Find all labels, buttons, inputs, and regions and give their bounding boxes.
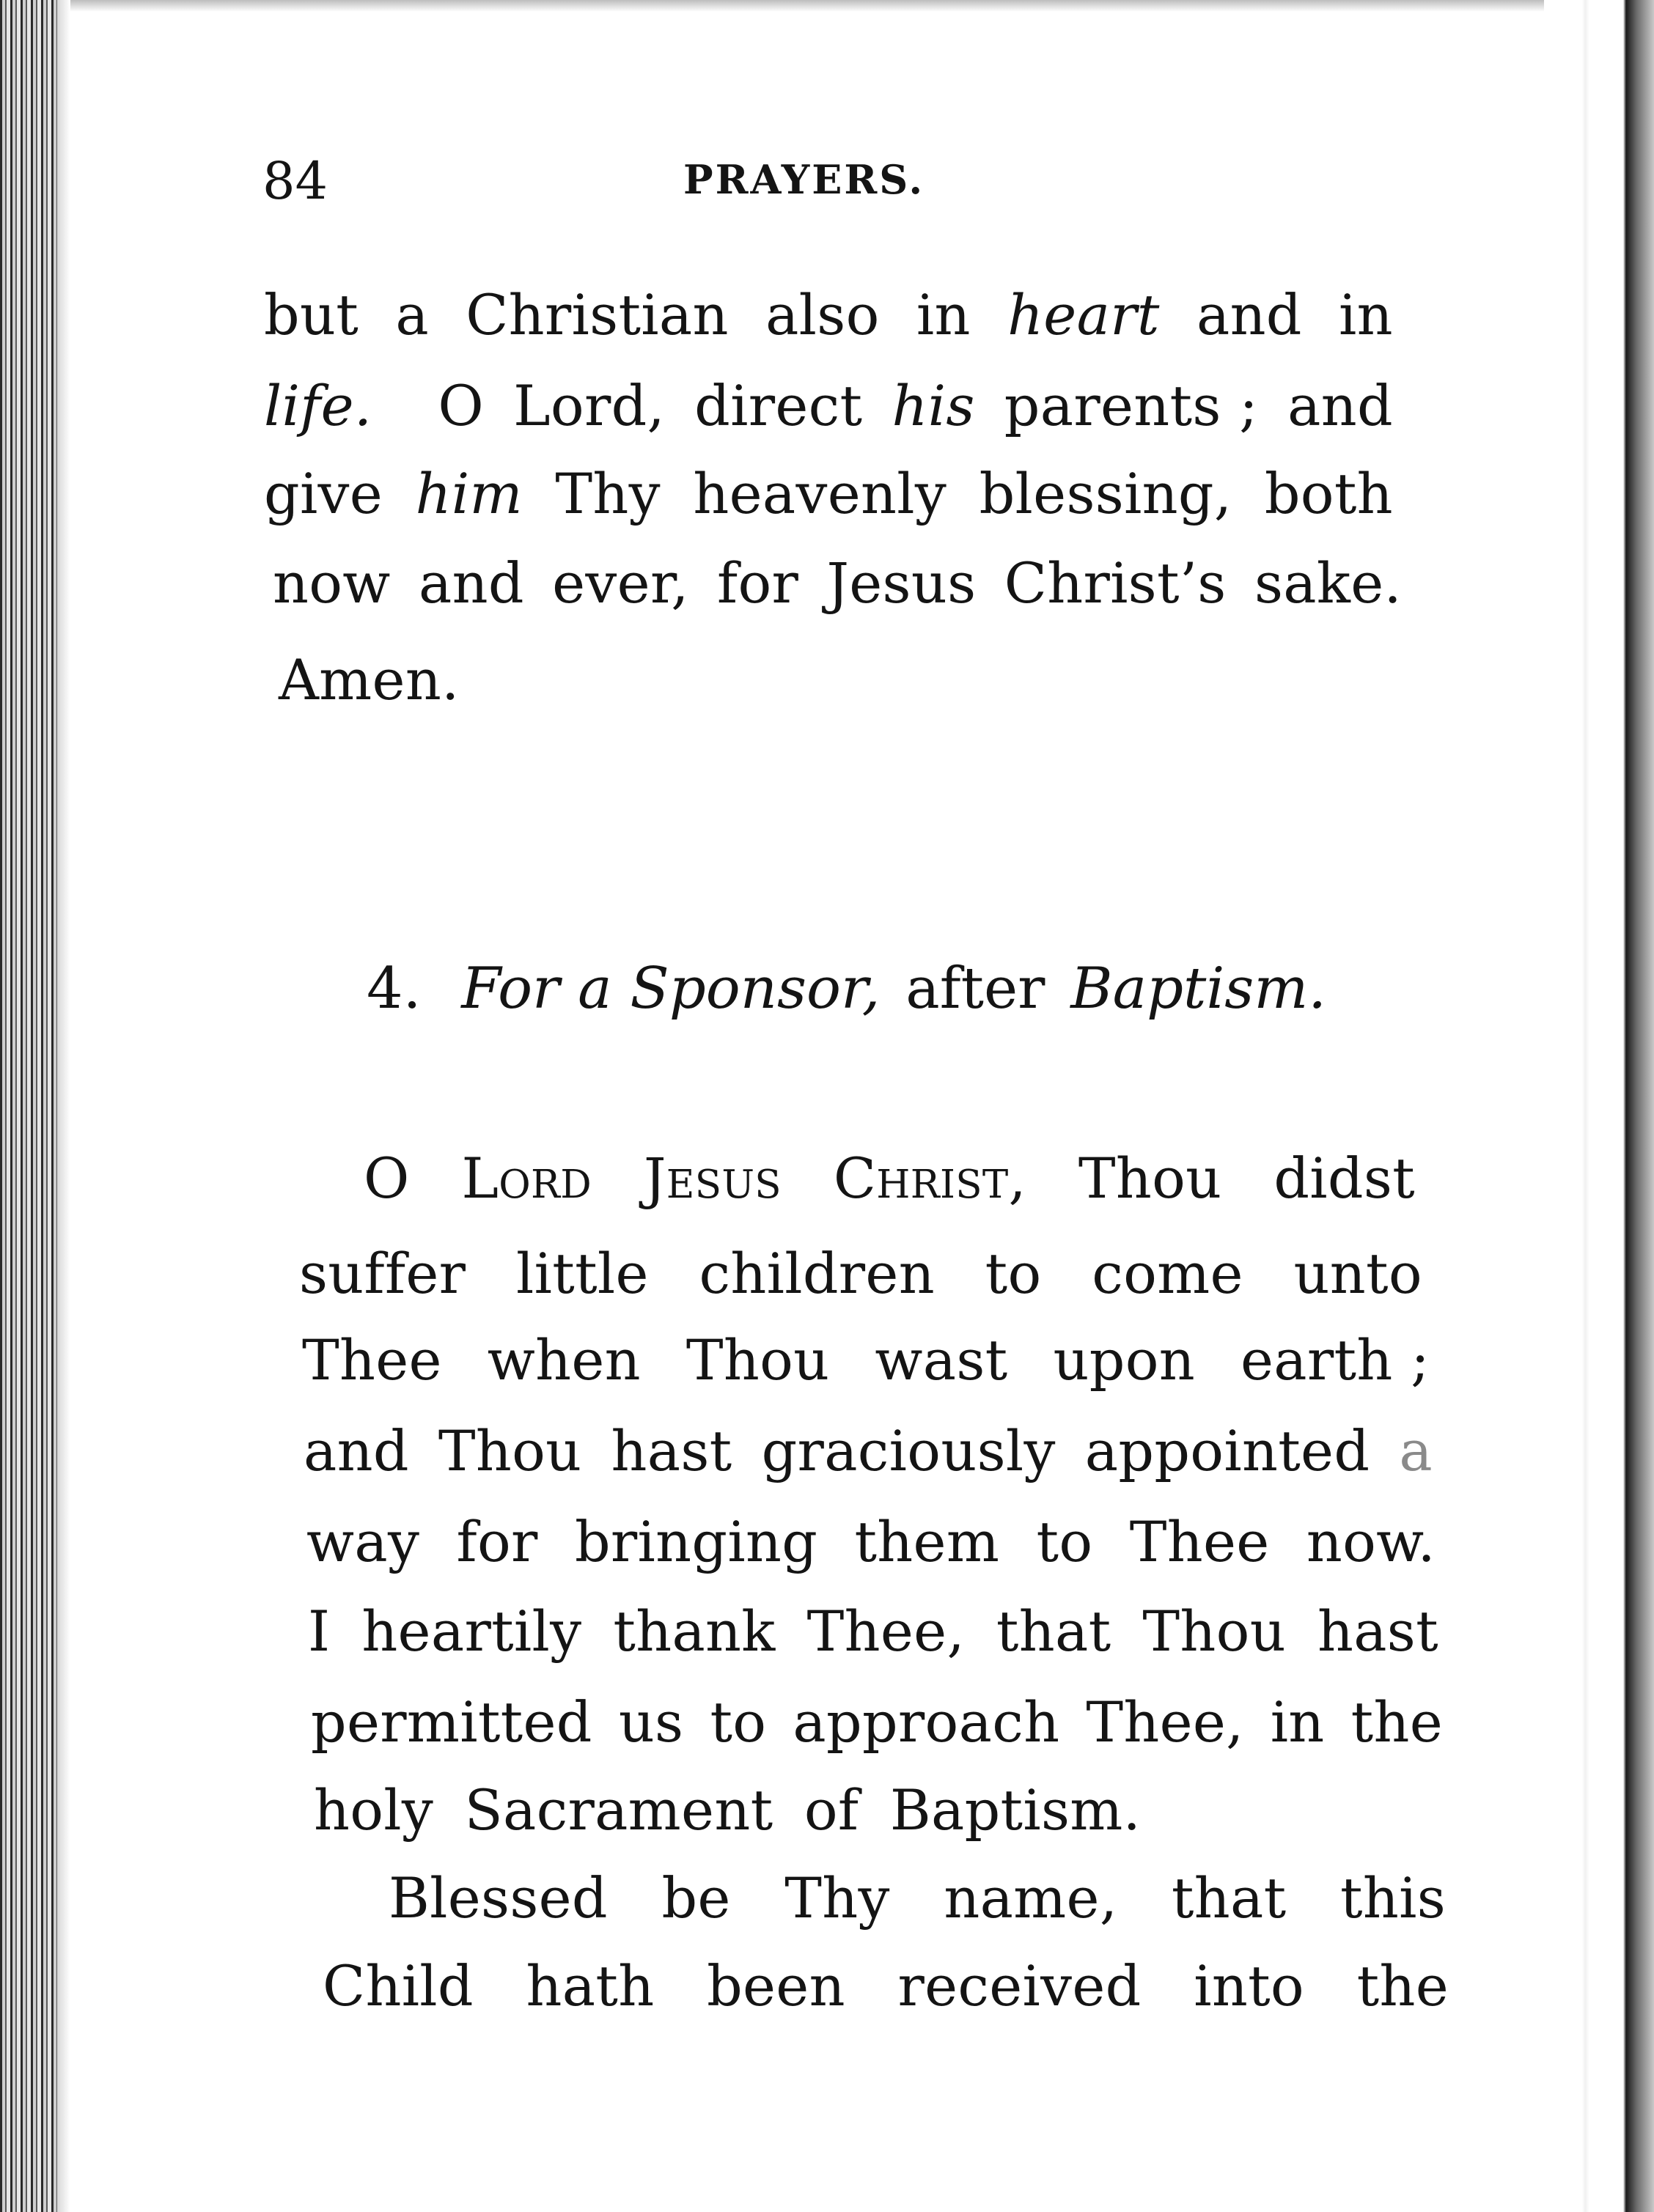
text-line: way for bringing them to Thee now.: [306, 1509, 1436, 1574]
running-title: PRAYERS.: [683, 156, 925, 203]
text-line: life. O Lord, direct his parents ; and: [264, 373, 1393, 438]
text-line: permitted us to approach Thee, in the: [311, 1689, 1443, 1755]
italic-word: life.: [264, 373, 372, 438]
book-page-stack-left: [0, 0, 57, 2212]
text-line: suffer little children to come unto: [299, 1241, 1422, 1306]
text-line: Child hath been received into the: [323, 1953, 1449, 2019]
text-line: Thee when Thou wast upon earth ;: [302, 1327, 1430, 1393]
section-heading: 4. For a Sponsor, after Baptism.: [367, 956, 1327, 1022]
text-line: give him Thy heavenly blessing, both: [264, 461, 1393, 526]
page-number: 84: [262, 151, 328, 211]
text-line: but a Christian also in heart and in: [264, 282, 1393, 347]
book-page-edge-right: [1544, 0, 1654, 2212]
italic-word: heart: [1007, 282, 1160, 347]
text-line: and Thou hast graciously appointed a: [304, 1418, 1433, 1483]
text-line: Blessed be Thy name, that this: [389, 1865, 1446, 1931]
text-line: now and ever, for Jesus Christ’s sake.: [273, 550, 1402, 616]
italic-word: him: [415, 461, 523, 526]
italic-word: his: [892, 373, 975, 438]
text-line: I heartily thank Thee, that Thou hast: [308, 1599, 1438, 1664]
book-gutter-shadow: [57, 0, 70, 2212]
text-line: holy Sacrament of Baptism.: [314, 1777, 1142, 1843]
text-line: Amen.: [279, 647, 460, 712]
page-top-shadow: [0, 0, 1654, 12]
text-line: O Lord Jesus Christ, Thou didst: [364, 1146, 1415, 1211]
